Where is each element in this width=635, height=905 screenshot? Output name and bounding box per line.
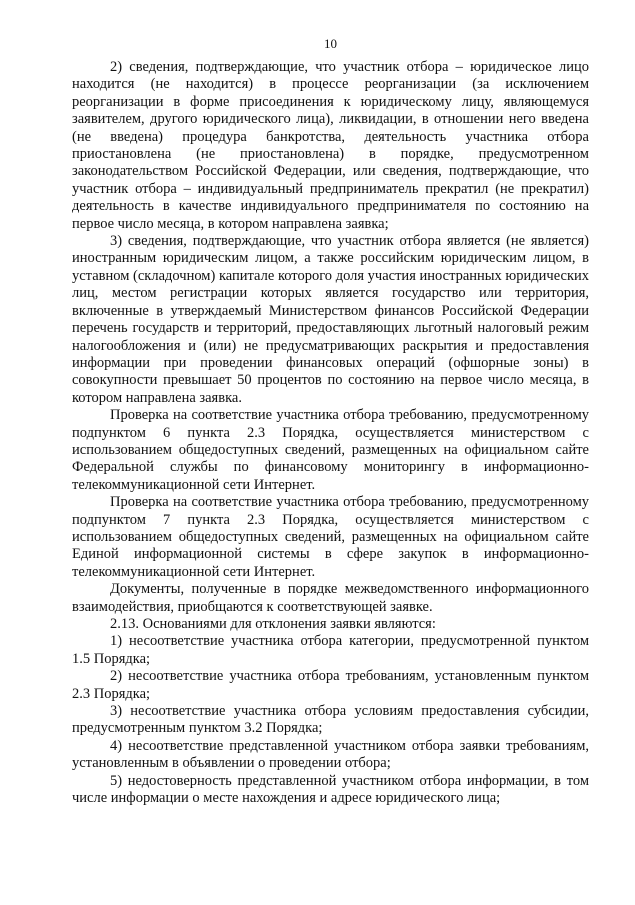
paragraph-rejection-1: 1) несоответствие участника отбора категории, предусмотренной пунктом 1.5 Порядка; <box>72 633 589 667</box>
paragraph-check-subitem-6: Проверка на соответствие участника отбора требованию, предусмотренному подпунктом 6 пункта 2.3 Порядка, осуществляется министерством с использованием общедоступных сведений, размещенных на официальном сайте Федеральной службы по финансовому мониторингу в информационно-телекоммуникационной сети Интернет. <box>72 407 589 493</box>
paragraph-item-3-info: 3) сведения, подтверждающие, что участник отбора является (не является) иностранным юридическим лицом, а также российским юридическим лицом, в уставном (складочном) капитале которого доля участия иностранных юридических лиц, местом регистрации которых является государство или территория, включенные в утверждаемый Министерством финансов Российской Федерации перечень государств и территорий, предоставляющих льготный налоговый режим налогообложения и (или) не предусматривающих раскрытия и предоставления информации при проведении финансовых операций (офшорные зоны) в совокупности превышает 50 процентов по состоянию на первое число месяца, в котором направлена заявка. <box>72 233 589 406</box>
paragraph-rejection-3: 3) несоответствие участника отбора условиям предоставления субсидии, предусмотренным пунктом 3.2 Порядка; <box>72 703 589 737</box>
document-body <box>72 59 589 807</box>
paragraph-documents: Документы, полученные в порядке межведомственного информационного взаимодействия, приобщаются к соответствующей заявке. <box>72 581 589 615</box>
paragraph-check-subitem-7: Проверка на соответствие участника отбора требованию, предусмотренному подпунктом 7 пункта 2.3 Порядка, осуществляется министерством с использованием общедоступных сведений, размещенных на официальном сайте Единой информационной системы в сфере закупок в информационно-телекоммуникационной сети Интернет. <box>72 494 589 580</box>
paragraph-rejection-4: 4) несоответствие представленной участником отбора заявки требованиям, установленным в объявлении о проведении отбора; <box>72 737 589 772</box>
paragraph-rejection-2: 2) несоответствие участника отбора требованиям, установленным пунктом 2.3 Порядка; <box>72 668 589 702</box>
paragraph-rejection-5: 5) недостоверность представленной участником отбора информации, в том числе информации о месте нахождения и адресе юридического лица; <box>72 772 589 807</box>
paragraph-item-2-info: 2) сведения, подтверждающие, что участник отбора – юридическое лицо находится (не находится) в процессе реорганизации (за исключением реорганизации в форме присоединения к юридическому лицу, являющемуся заявителем, другого юридического лица), ликвидации, в отношении него введена (не введена) процедура банкротства, деятельность участника отбора приостановлена (не приостановлена) в порядке, предусмотренном законодательством Российской Федерации, или сведения, подтверждающие, что участник отбора – индивидуальный предприниматель прекратил (не прекратил) деятельность в качестве индивидуального предпринимателя по состоянию на первое число месяца, в котором направлена заявка; <box>72 59 589 232</box>
paragraph-section-2-13: 2.13. Основаниями для отклонения заявки являются: <box>110 616 436 632</box>
page-number: 10 <box>324 36 337 51</box>
